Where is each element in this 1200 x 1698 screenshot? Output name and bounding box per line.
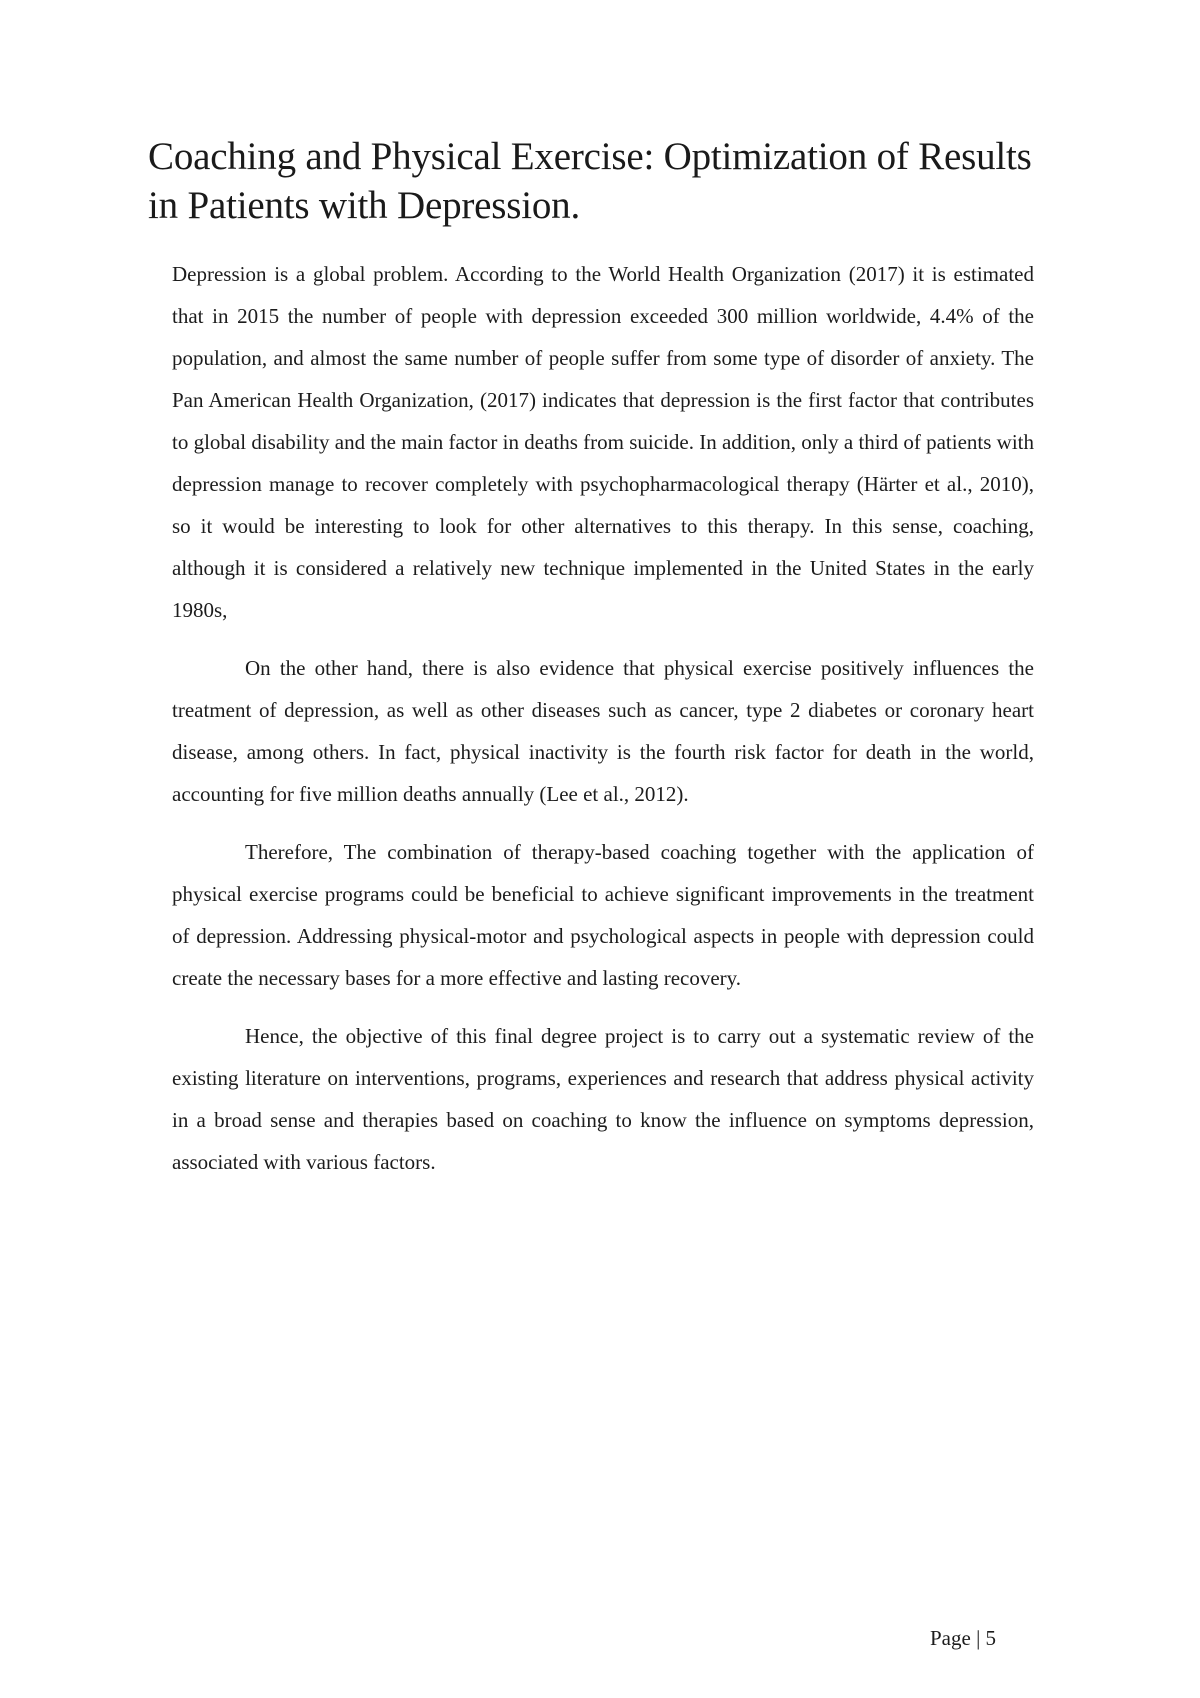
paragraph-intro: Depression is a global problem. According to the World Health Organization (2017) it is estimated that in 2015 the number of people with depression exceeded 300 million worldwide, 4.4% of the population, and almost the same number of people suffer from some type of disorder of anxiety. The Pan American Health Organization, (2017) indicates that depression is the first factor that contributes to global disability and the main factor in deaths from suicide. In addition, only a third of patients with depression manage to recover completely with psychopharmacological therapy (Härter et al., 2010), so it would be interesting to look for other alternatives to this therapy. In this sense, coaching, although it is considered a relatively new technique implemented in the United States in the early 1980s, — [172, 262, 1034, 622]
paragraph-objective: Hence, the objective of this final degree project is to carry out a systematic review of the existing literature on interventions, programs, experiences and research that address physical activity in a broad sense and therapies based on coaching to know the influence on symptoms depression, associated with various factors. — [172, 1024, 1034, 1174]
paragraph-physical-exercise: On the other hand, there is also evidence that physical exercise positively influences the treatment of depression, as well as other diseases such as cancer, type 2 diabetes or coronary heart disease, among others. In fact, physical inactivity is the fourth risk factor for death in the world, accounting for five million deaths annually (Lee et al., 2012). — [172, 656, 1034, 806]
page-number: Page | 5 — [930, 1626, 997, 1650]
document-title: Coaching and Physical Exercise: Optimization of Results in Patients with Depression. — [148, 135, 1032, 227]
paragraph-combination: Therefore, The combination of therapy-based coaching together with the application of physical exercise programs could be beneficial to achieve significant improvements in the treatment of depression. Addressing physical-motor and psychological aspects in people with depression could create the necessary bases for a more effective and lasting recovery. — [172, 840, 1034, 990]
document-body — [172, 253, 1034, 1199]
